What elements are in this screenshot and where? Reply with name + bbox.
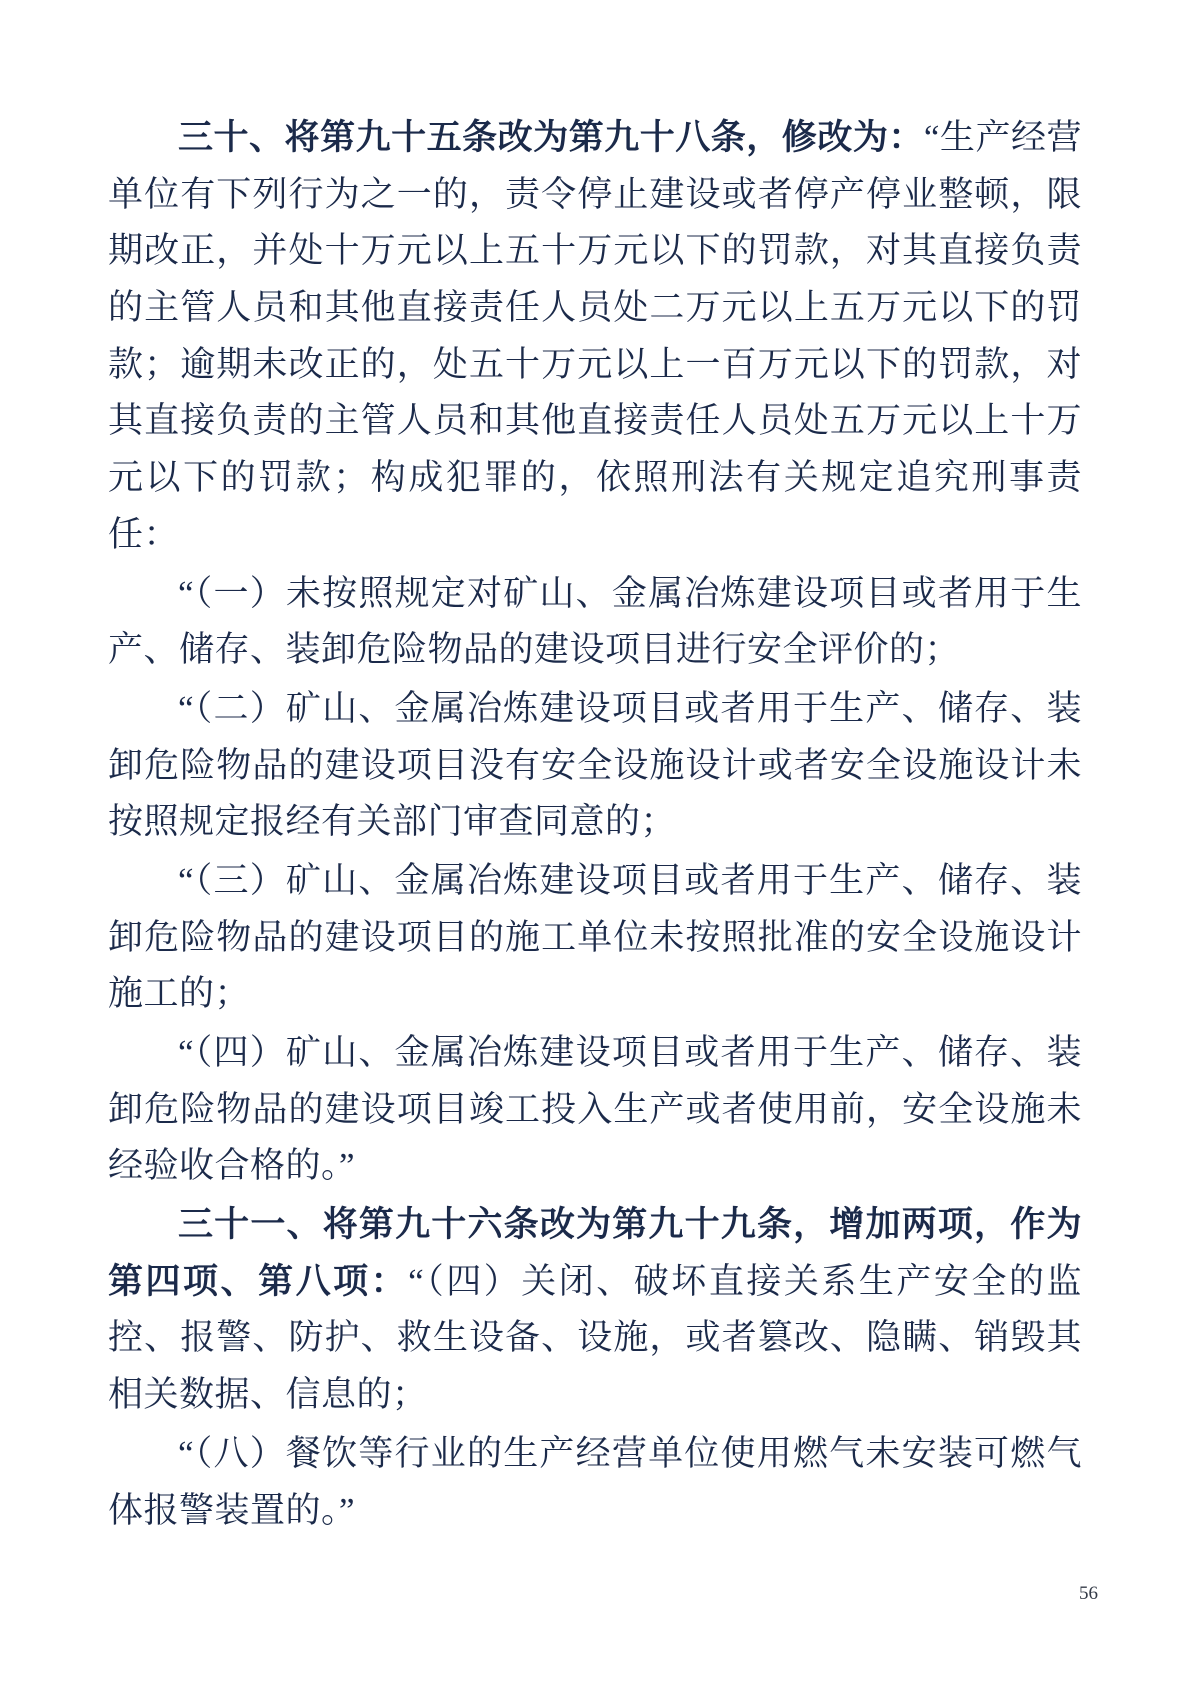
paragraph-item-30	[108, 110, 1082, 564]
paragraph-item-30-lead: 三十、将第九十五条改为第九十八条，修改为：	[178, 118, 924, 157]
paragraph-item-31	[108, 1197, 1082, 1424]
paragraph-item-31-text: “（四）关闭、破坏直接关系生产安全的监控、报警、防护、救生设备、设施，或者篡改、隐瞒、销毁其相关数据、信息的；	[108, 1261, 1082, 1415]
paragraph-item-31-lead: 三十一、将第九十六条改为第九十九条，增加两项，作为第四项、第八项：	[108, 1205, 1082, 1301]
paragraph-item-30-3: “（三）矿山、金属冶炼建设项目或者用于生产、储存、装卸危险物品的建设项目的施工单位未按照批准的安全设施设计施工的；	[108, 860, 1082, 1014]
paragraph-item-30-1: “（一）未按照规定对矿山、金属冶炼建设项目或者用于生产、储存、装卸危险物品的建设项目进行安全评价的；	[108, 573, 1082, 670]
page-number: 56	[1079, 1583, 1098, 1604]
paragraph-item-30-text: “生产经营单位有下列行为之一的，责令停止建设或者停产停业整顿，限期改正，并处十万元以上五十万元以下的罚款，对其直接负责的主管人员和其他直接责任人员处二万元以上五万元以下的罚款；逾期未改正的，处五十万元以上一百万元以下的罚款，对其直接负责的主管人员和其他直接责任人员处五万元以上十万元以下的罚款；构成犯罪的，依照刑法有关规定追究刑事责任：	[108, 118, 1082, 554]
paragraph-item-30-2: “（二）矿山、金属冶炼建设项目或者用于生产、储存、装卸危险物品的建设项目没有安全设施设计或者安全设施设计未按照规定报经有关部门审查同意的；	[108, 688, 1082, 842]
paragraph-item-30-4: “（四）矿山、金属冶炼建设项目或者用于生产、储存、装卸危险物品的建设项目竣工投入生产或者使用前，安全设施未经验收合格的。”	[108, 1033, 1082, 1186]
paragraph-item-31-8: “（八）餐饮等行业的生产经营单位使用燃气未安装可燃气体报警装置的。”	[108, 1433, 1082, 1530]
document-body	[108, 110, 1082, 1539]
